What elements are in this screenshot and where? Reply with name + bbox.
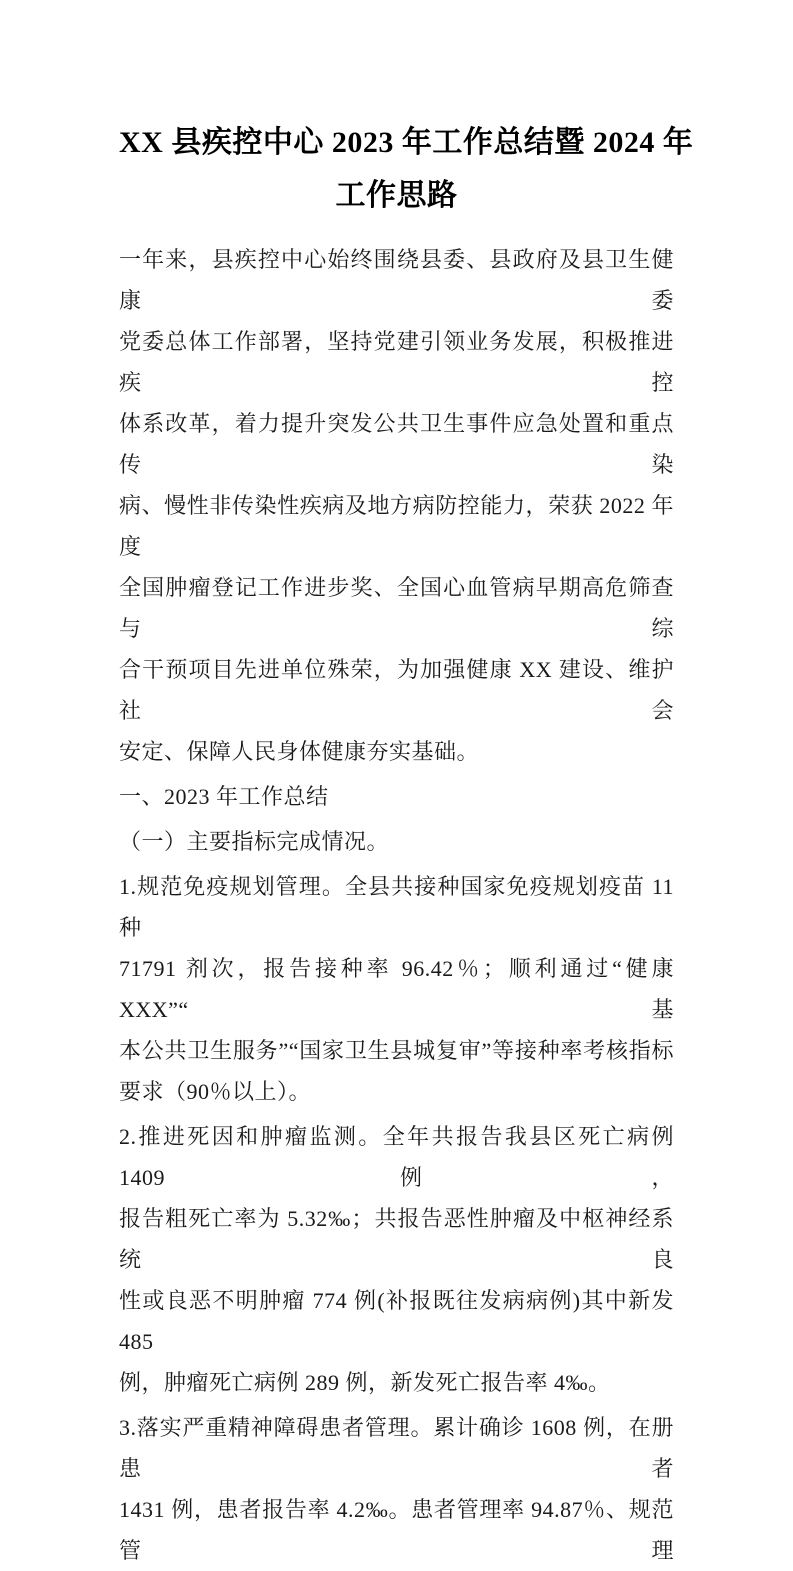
title-line: 工作思路 (335, 179, 458, 212)
text-line: （一）主要指标完成情况。 (119, 829, 390, 854)
text-line: 本公共卫生服务”“国家卫生县城复审”等接种率考核指标 (119, 1038, 674, 1063)
text-line: 体系改革，着力提升突发公共卫生事件应急处置和重点传染 (119, 411, 674, 477)
subheading-main-indicator-completion (119, 821, 674, 862)
text-line: 党委总体工作部署，坚持党建引领业务发展，积极推进疾控 (119, 329, 674, 395)
text-line: 2.推进死因和肿瘤监测。全年共报告我县区死亡病例 1409 例， (119, 1124, 674, 1190)
item-1-immunization-planning (119, 866, 674, 1112)
intro-paragraph (119, 239, 674, 772)
item-2-death-and-tumor-monitoring (119, 1116, 674, 1403)
heading-2023-work-summary (119, 776, 674, 817)
document-body (119, 239, 674, 1571)
text-line: 要求（90％以上）。 (119, 1079, 312, 1104)
text-line: 报告粗死亡率为 5.32‰；共报告恶性肿瘤及中枢神经系统良 (119, 1206, 674, 1272)
text-line: 3.落实严重精神障碍患者管理。累计确诊 1608 例，在册患者 (119, 1415, 674, 1481)
item-3-severe-mental-disorder-management (119, 1407, 674, 1571)
text-line: 例，肿瘤死亡病例 289 例，新发死亡报告率 4‰。 (119, 1370, 611, 1395)
document-title (119, 116, 694, 222)
text-line: 一年来，县疾控中心始终围绕县委、县政府及县卫生健康委 (119, 247, 674, 313)
document-page (0, 116, 793, 1563)
text-line: 一、2023 年工作总结 (119, 784, 329, 809)
text-line: 安定、保障人民身体健康夯实基础。 (119, 739, 480, 764)
text-line: 病、慢性非传染性疾病及地方病防控能力，荣获 2022 年度 (119, 493, 674, 559)
text-line: 合干预项目先进单位殊荣，为加强健康 XX 建设、维护社会 (119, 657, 674, 723)
title-line: XX 县疾控中心 2023 年工作总结暨 2024 年 (119, 126, 694, 159)
text-line: 1.规范免疫规划管理。全县共接种国家免疫规划疫苗 11 种 (119, 874, 674, 940)
text-line: 性或良恶不明肿瘤 774 例(补报既往发病病例)其中新发 485 (119, 1288, 674, 1354)
text-line: 1431 例，患者报告率 4.2‰。患者管理率 94.87％、规范管理 (119, 1497, 674, 1563)
text-line: 71791 剂次，报告接种率 96.42％；顺利通过“健康 XXX”“基 (119, 956, 674, 1022)
text-line: 全国肿瘤登记工作进步奖、全国心血管病早期高危筛查与综 (119, 575, 674, 641)
